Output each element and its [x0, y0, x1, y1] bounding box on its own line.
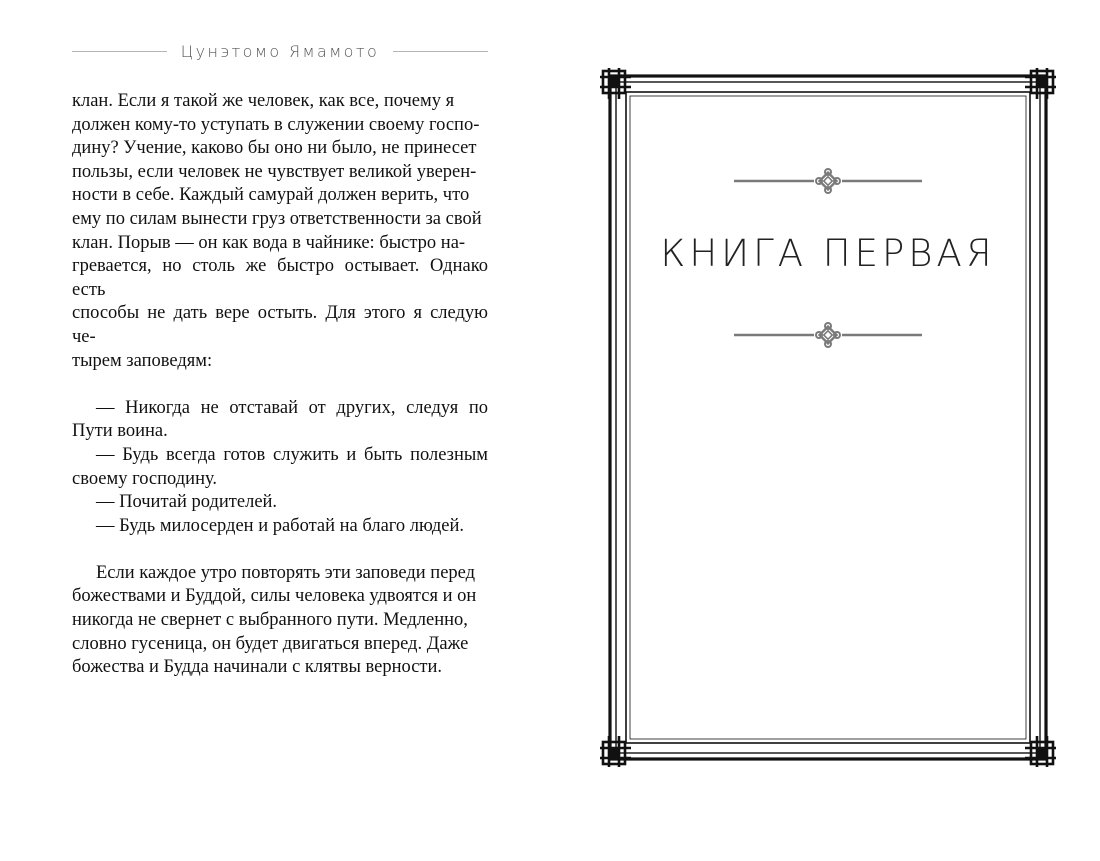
intro-line: должен кому-то уступать в служении своему госпо-: [72, 114, 480, 135]
left-page-text: [72, 90, 488, 680]
intro-line: дину? Учение, каково бы оно ни было, не принесет: [72, 138, 477, 159]
intro-line: гревается, но столь же быстро остывает. Однако есть: [72, 256, 488, 300]
intro-line: клан. Порыв — он как вода в чайнике: быстро на-: [72, 232, 466, 253]
closing-line: божествами и Буддой, силы человека удвоятся и он: [72, 586, 477, 607]
header-rule-left: [72, 51, 167, 52]
intro-line: пользы, если человек не чувствует великой уверен-: [72, 161, 477, 182]
ornament-divider-bottom: [734, 323, 922, 347]
intro-line: клан. Если я такой же человек, как все, почему я: [72, 91, 455, 111]
closing-line: Если каждое утро повторять эти заповеди перед: [96, 562, 476, 583]
commandment-item: — Почитай родителей.: [96, 492, 278, 513]
ornament-divider-top: [734, 169, 922, 193]
commandments-list: [72, 397, 488, 539]
header-rule-right: [393, 51, 488, 52]
closing-line: никогда не свернет с выбранного пути. Медленно,: [72, 610, 468, 631]
intro-line: ему по силам вынести груз ответственности за свой: [72, 208, 482, 229]
commandment-item: — Будь всегда готов служить и быть полезным своему господину.: [72, 444, 488, 489]
closing-line: божества и Будда начинали с клятвы верности.: [72, 657, 443, 678]
commandment-item: — Никогда не отставай от других, следуя по Пути воина.: [72, 397, 488, 442]
closing-line: словно гусеница, он будет двигаться вперед. Даже: [72, 633, 469, 654]
intro-line: тырем заповедям:: [72, 350, 213, 371]
header-author: Цунэтомо Ямамото: [180, 41, 380, 61]
intro-line: ности в себе. Каждый самурай должен верить, что: [72, 185, 470, 206]
running-head: [72, 36, 488, 66]
intro-line: способы не дать вере остыть. Для этого я следую че-: [72, 303, 488, 347]
commandment-item: — Будь милосерден и работай на благо людей.: [96, 515, 465, 536]
book-title: КНИГА ПЕРВАЯ: [660, 232, 996, 275]
chapter-frame: [600, 68, 1056, 767]
decorative-frame: [600, 68, 1056, 767]
